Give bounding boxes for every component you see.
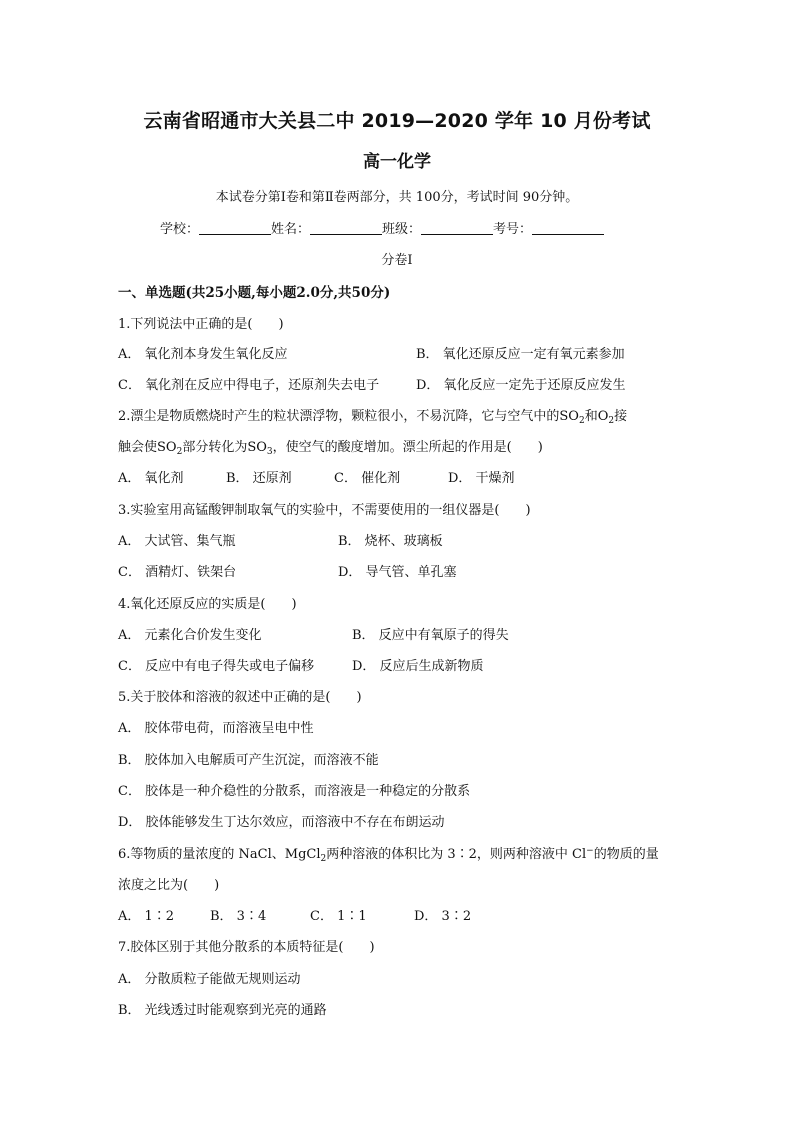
q6-cl-superscript: −: [586, 846, 594, 856]
school-label: 学校：: [160, 222, 200, 237]
q2-option-a: A． 氧化剂: [118, 471, 184, 486]
q5-option-c: C． 胶体是一种介稳性的分散系，而溶液是一种稳定的分散系: [118, 784, 471, 799]
q2-option-d: D． 干燥剂: [448, 471, 515, 486]
question-4-row-1: [118, 624, 509, 643]
question-2-stem-line-2: [118, 436, 543, 455]
question-6-stem-line-1: [118, 843, 659, 862]
q7-option-a: A． 分散质粒子能做无规则运动: [118, 972, 301, 987]
question-1-stem: 1.下列说法中正确的是( ): [118, 317, 284, 332]
class-blank[interactable]: [421, 220, 493, 235]
q6-stem-text-1-mid: 两种溶液的体积比为 3∶2，则两种溶液中 Cl: [326, 847, 587, 862]
section-heading: 一、单选题(共25小题,每小题2.0分,共50分): [118, 285, 391, 301]
exam-title: 云南省昭通市大关县二中 2019—2020 学年 10 月份考试: [143, 110, 651, 132]
question-6-options: [118, 905, 471, 924]
student-info-fields: [160, 218, 604, 237]
q2-option-c: C． 催化剂: [334, 471, 401, 486]
q5-option-b: B． 胶体加入电解质可产生沉淀，而溶液不能: [118, 753, 379, 768]
q4-option-d: D． 反应后生成新物质: [352, 659, 484, 674]
q4-option-c: C． 反应中有电子得失或电子偏移: [118, 659, 315, 674]
part-heading: 分卷Ⅰ: [381, 253, 413, 268]
q3-option-b: B． 烧杯、玻璃板: [338, 534, 443, 549]
question-2-options: [118, 467, 515, 486]
q2-formula-so2-sub: 2: [578, 416, 585, 426]
school-blank[interactable]: [199, 220, 271, 235]
question-1-row-1: [118, 343, 625, 362]
exam-subtitle: 高一化学: [363, 152, 431, 172]
q2-stem-text-2-end: ，使空气的酸度增加。漂尘所起的作用是( ): [272, 440, 543, 455]
q2-stem-text-1-end: 接: [614, 409, 628, 424]
q6-stem-text-1: 6.等物质的量浓度的 NaCl、MgCl: [118, 847, 321, 862]
q6-option-d: D． 3∶2: [414, 909, 472, 924]
q2-stem-text-2-mid: 部分转化为: [182, 440, 248, 455]
q2-formula-so2: SO: [559, 409, 579, 424]
q2-formula-so2-b: SO: [157, 440, 177, 455]
q1-option-c: C． 氧化剂在反应中得电子，还原剂失去电子: [118, 378, 380, 393]
q1-option-b: B． 氧化还原反应一定有氧元素参加: [416, 347, 625, 362]
question-6-stem-line-2: 浓度之比为( ): [118, 878, 220, 893]
question-4-stem: 4.氧化还原反应的实质是( ): [118, 597, 297, 612]
question-3-row-2: [118, 561, 457, 580]
q2-stem-text-2: 触会使: [118, 440, 158, 455]
exam-intro: 本试卷分第Ⅰ卷和第Ⅱ卷两部分，共 100分，考试时间 90分钟。: [215, 190, 579, 205]
q2-formula-o2-sub: 2: [608, 416, 615, 426]
q7-option-b: B． 光线透过时能观察到光亮的通路: [118, 1003, 327, 1018]
q4-option-b: B． 反应中有氧原子的得失: [352, 628, 509, 643]
question-2-stem-line-1: [118, 405, 627, 424]
q6-option-b: B． 3∶4: [210, 909, 267, 924]
question-7-stem: 7.胶体区别于其他分散系的本质特征是( ): [118, 940, 375, 955]
question-3-stem: 3.实验室用高锰酸钾制取氧气的实验中，不需要使用的一组仪器是( ): [118, 503, 531, 518]
q1-option-a: A． 氧化剂本身发生氧化反应: [118, 347, 288, 362]
exam-no-blank[interactable]: [532, 220, 604, 235]
q5-option-a: A． 胶体带电荷，而溶液呈电中性: [118, 721, 314, 736]
name-blank[interactable]: [310, 220, 382, 235]
q2-stem-text-1: 2.漂尘是物质燃烧时产生的粒状漂浮物，颗粒很小，不易沉降，它与空气中的: [118, 409, 560, 424]
q6-option-c: C． 1∶1: [310, 909, 367, 924]
q2-option-b: B． 还原剂: [226, 471, 292, 486]
class-label: 班级：: [382, 222, 422, 237]
question-1-row-2: [118, 374, 626, 393]
q6-option-a: A． 1∶2: [118, 909, 175, 924]
name-label: 姓名：: [271, 222, 311, 237]
q3-option-c: C． 酒精灯、铁架台: [118, 565, 237, 580]
q2-formula-so3: SO: [247, 440, 267, 455]
question-4-row-2: [118, 655, 484, 674]
exam-no-label: 考号：: [493, 222, 533, 237]
q6-mgcl2-sub: 2: [320, 854, 327, 864]
question-5-stem: 5.关于胶体和溶液的叙述中正确的是( ): [118, 690, 362, 705]
question-3-row-1: [118, 530, 443, 549]
q1-option-d: D． 氧化反应一定先于还原反应发生: [416, 378, 626, 393]
q2-formula-so3-sub: 3: [266, 447, 273, 457]
q2-formula-so2-b-sub: 2: [176, 447, 183, 457]
q2-and: 和: [584, 409, 598, 424]
q3-option-d: D． 导气管、单孔塞: [338, 565, 457, 580]
q4-option-a: A． 元素化合价发生变化: [118, 628, 262, 643]
q3-option-a: A． 大试管、集气瓶: [118, 534, 236, 549]
q2-formula-o2: O: [597, 409, 609, 424]
q6-stem-text-1-end: 的物质的量: [593, 847, 659, 862]
q5-option-d: D． 胶体能够发生丁达尔效应，而溶液中不存在布朗运动: [118, 815, 445, 830]
